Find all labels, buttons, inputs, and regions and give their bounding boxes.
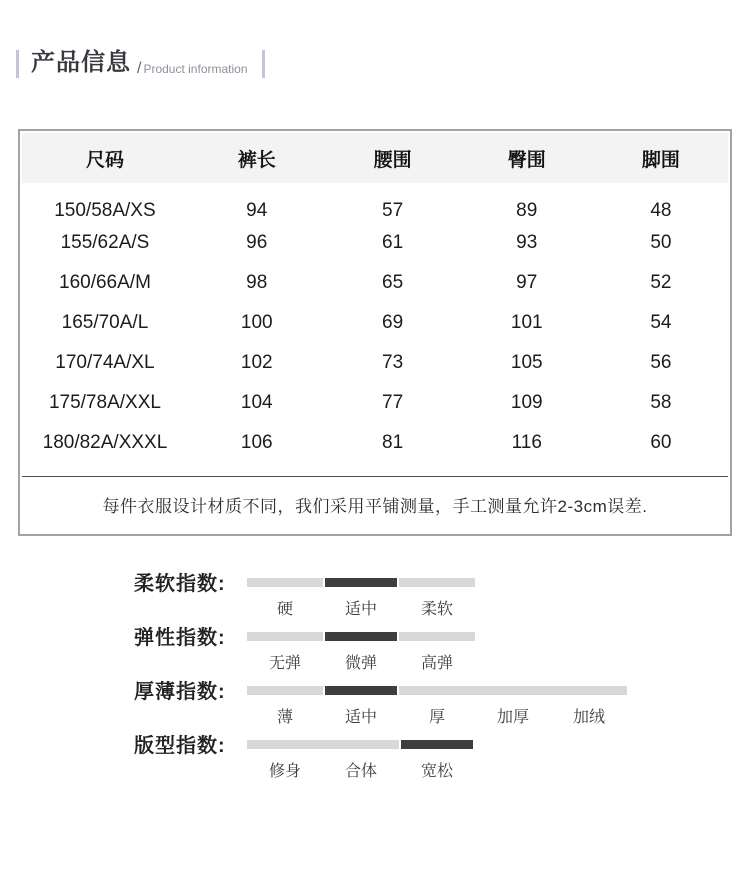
index-tick-label: 适中 [344, 709, 377, 726]
table-cell: 102 [240, 352, 273, 373]
table-cell: 96 [246, 232, 268, 253]
index-tick-label: 微弹 [344, 655, 377, 672]
index-tick-label: 柔软 [420, 601, 453, 618]
index-bar-segment [399, 632, 475, 641]
table-column-header: 尺码 [22, 133, 188, 183]
index-bar-segment [399, 686, 475, 695]
index-tick-label: 厚 [428, 709, 445, 726]
table-cell: 150/58A/XS [54, 199, 156, 221]
table-cell: 175/78A/XXL [48, 392, 161, 413]
index-scale [247, 632, 475, 673]
index-row [134, 735, 750, 781]
index-tick-label: 宽松 [420, 763, 453, 780]
page-subtitle-text: Product information [143, 62, 248, 76]
measurement-note: 每件衣服设计材质不同，我们采用平铺测量，手工测量允许2-3cm误差. [102, 497, 648, 516]
index-tick-label: 高弹 [420, 655, 453, 672]
table-row [22, 303, 728, 343]
table-row [22, 343, 728, 383]
table-cell: 52 [650, 272, 672, 293]
table-row [22, 223, 728, 263]
index-bar [247, 578, 475, 587]
product-info-page [0, 48, 750, 781]
table-cell: 93 [516, 232, 538, 253]
table-cell: 65 [382, 272, 404, 293]
table-cell: 116 [511, 432, 542, 453]
table-cell: 61 [382, 232, 404, 253]
table-cell: 160/66A/M [59, 272, 151, 293]
table-row [22, 383, 728, 423]
index-row [134, 681, 750, 727]
index-bar-segment [247, 578, 323, 587]
index-bar-segment [475, 686, 551, 695]
index-tick-label: 修身 [268, 763, 301, 780]
table-cell: 94 [246, 199, 268, 221]
index-label: 弹性指数: [134, 627, 226, 649]
table-cell: 57 [382, 199, 404, 221]
index-ticks [247, 596, 475, 619]
index-tick-label: 加绒 [572, 709, 605, 726]
table-cell: 97 [516, 272, 538, 293]
index-bar-segment [551, 686, 627, 695]
index-ticks [247, 758, 475, 781]
table-row [22, 183, 728, 223]
table-cell: 89 [516, 199, 538, 221]
index-bar-segment [247, 686, 323, 695]
table-cell: 165/70A/L [61, 312, 149, 333]
section-header [16, 48, 750, 82]
table-cell: 106 [240, 432, 273, 453]
table-cell: 170/74A/XL [55, 352, 155, 373]
table-cell: 155/62A/S [60, 232, 150, 253]
index-bar-segment-active [325, 632, 397, 641]
table-cell: 101 [510, 312, 543, 333]
index-bar [247, 632, 475, 641]
table-cell: 98 [246, 272, 268, 293]
index-tick-label: 硬 [276, 601, 293, 618]
index-tick-label: 合体 [344, 763, 377, 780]
index-tick-label: 适中 [344, 601, 377, 618]
fabric-indexes [134, 573, 750, 781]
size-chart [18, 129, 732, 536]
index-ticks [247, 704, 627, 727]
table-cell: 58 [650, 392, 672, 413]
slash-separator: / [137, 60, 142, 77]
table-cell: 180/82A/XXXL [42, 432, 168, 453]
size-table-body [22, 183, 728, 463]
index-ticks [247, 650, 475, 673]
index-bar-segment [323, 740, 399, 749]
table-column-header: 裤长 [188, 133, 326, 183]
table-cell: 81 [382, 432, 404, 453]
table-cell: 54 [650, 312, 672, 333]
table-cell: 69 [382, 312, 404, 333]
size-table-header-row [22, 133, 728, 183]
table-cell: 104 [240, 392, 273, 413]
index-row [134, 627, 750, 673]
table-cell: 56 [650, 352, 672, 373]
index-tick-label: 薄 [276, 709, 293, 726]
table-row [22, 423, 728, 463]
index-label: 柔软指数: [134, 573, 226, 595]
index-tick-label: 无弹 [268, 655, 301, 672]
index-label: 厚薄指数: [134, 681, 226, 703]
index-tick-label: 加厚 [496, 709, 529, 726]
index-bar-segment [247, 740, 323, 749]
index-bar [247, 686, 627, 695]
index-label: 版型指数: [134, 735, 226, 757]
right-accent-bar [262, 50, 265, 78]
page-title: 产品信息 [31, 49, 131, 76]
index-scale [247, 740, 475, 781]
table-cell: 60 [650, 432, 672, 453]
page-subtitle [137, 60, 248, 78]
size-table-head [22, 133, 728, 183]
size-table [22, 133, 728, 463]
table-row [22, 263, 728, 303]
table-cell: 109 [510, 392, 543, 413]
index-scale [247, 686, 627, 727]
index-row [134, 573, 750, 619]
table-cell: 77 [382, 392, 404, 413]
table-column-header: 臀围 [460, 133, 594, 183]
table-cell: 100 [240, 312, 273, 333]
index-scale [247, 578, 475, 619]
index-bar-segment [399, 578, 475, 587]
table-column-header: 脚围 [594, 133, 728, 183]
table-cell: 73 [382, 352, 404, 373]
table-column-header: 腰围 [326, 133, 460, 183]
index-bar-segment-active [325, 686, 397, 695]
index-bar-segment-active [401, 740, 473, 749]
table-cell: 105 [510, 352, 543, 373]
table-cell: 50 [650, 232, 672, 253]
left-accent-bar [16, 50, 19, 78]
index-bar [247, 740, 475, 749]
index-bar-segment-active [325, 578, 397, 587]
table-cell: 48 [650, 199, 672, 221]
index-bar-segment [247, 632, 323, 641]
